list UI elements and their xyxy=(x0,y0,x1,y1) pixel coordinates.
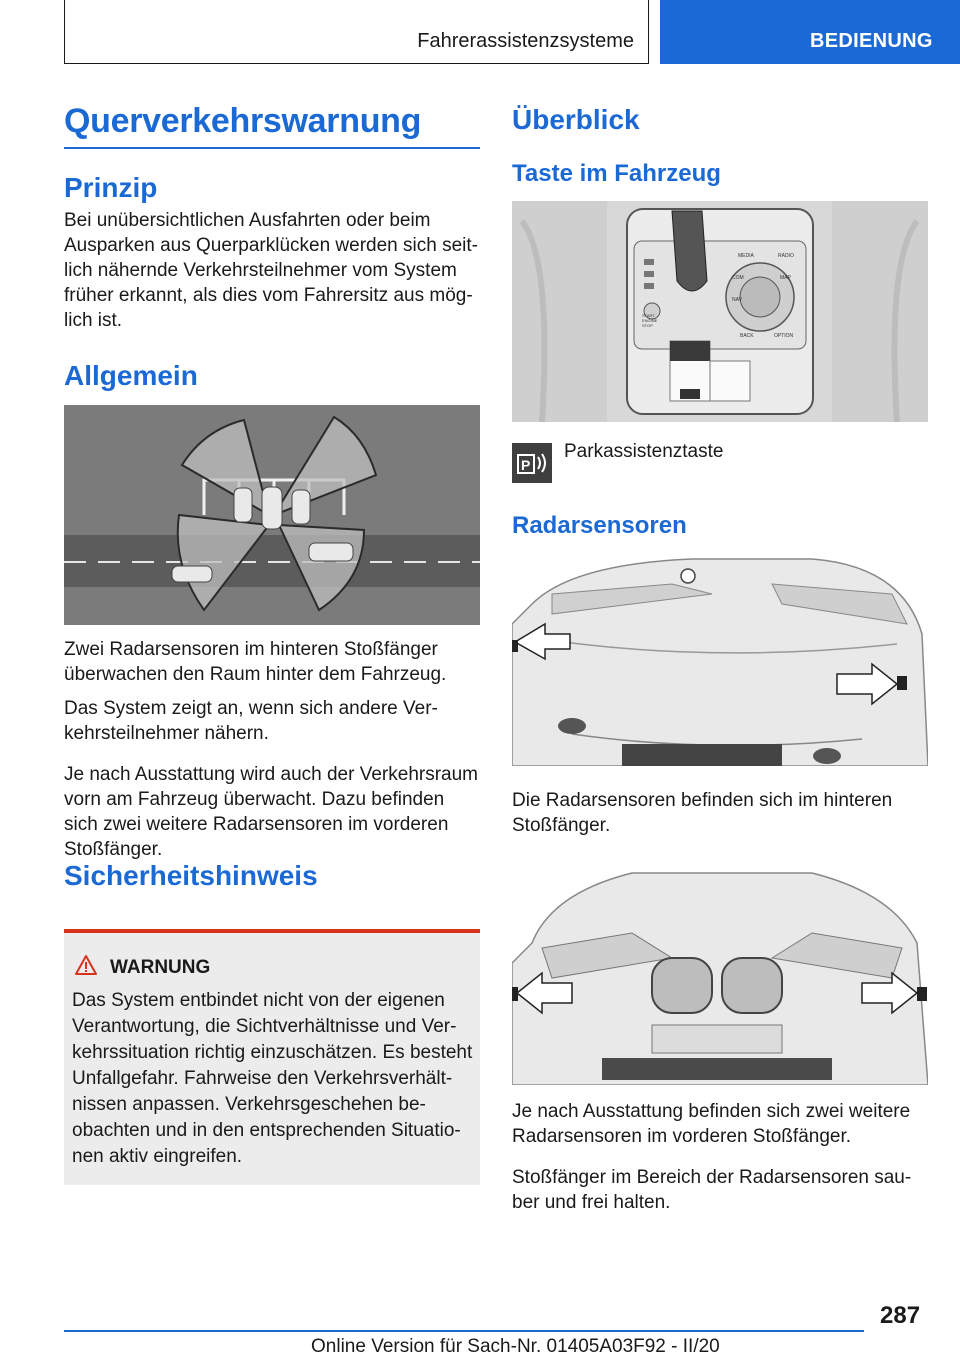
prinzip-text: Bei unübersichtlichen Ausfahrten oder beim Ausparken aus Querparklücken werden sich seitlich nähernde Verkehrsteilnehmer vom System früher erkannt, als dies vom Fahrersitz aus möglich ist. xyxy=(64,210,478,331)
warning-label: WARNUNG xyxy=(110,957,211,978)
heading-sicherheitshinweis: Sicherheitshinweis xyxy=(64,860,318,891)
header-tab-label: BEDIENUNG xyxy=(810,30,933,52)
header-section-title: Fahrerassistenzsysteme xyxy=(417,30,634,52)
radar-text-1: Die Radarsensoren befinden sich im hinteren Stoßfänger. xyxy=(512,790,893,836)
console-label-com: COM xyxy=(732,275,744,281)
console-label-radio: RADIO xyxy=(778,253,794,259)
console-label-back: BACK xyxy=(740,333,754,339)
page-number: 287 xyxy=(880,1302,921,1329)
console-label-nav: NAV xyxy=(732,297,742,303)
console-label-media: MEDIA xyxy=(738,253,754,259)
heading-allgemein: Allgemein xyxy=(64,360,198,391)
heading-ueberblick: Überblick xyxy=(512,104,640,135)
rear-bumper-illustration xyxy=(512,554,928,766)
radar-text-2: Je nach Ausstattung befinden sich zwei weitere Radarsensoren im vorderen Stoßfänger. xyxy=(512,1101,911,1147)
heading-prinzip: Prinzip xyxy=(64,172,158,203)
warning-triangle-icon xyxy=(74,954,98,976)
park-assist-caption: Parkassistenztaste xyxy=(564,441,724,462)
front-bumper-illustration xyxy=(512,863,928,1085)
allgemein-text-3: Je nach Ausstattung wird auch der Verkehrsraum vorn am Fahrzeug überwacht. Dazu befinden sich zwei weitere Radarsensoren im vorderen Stoßfänger. xyxy=(64,764,479,860)
console-illustration xyxy=(512,201,928,422)
title-rule xyxy=(64,147,480,149)
console-label-map: MAP xyxy=(780,275,791,281)
console-label-start-stop: START ENGINE STOP xyxy=(642,313,658,328)
cross-traffic-illustration xyxy=(64,405,480,625)
warning-text: Das System entbindet nicht von der eigenen Verantwortung, die Sichtverhältnisse und Verkehrssituation richtig einzuschätzen. Es besteht Unfallgefahr. Fahrweise den Verkehrsverhältnissen anpassen. Verkehrsgeschehen beobachten und in den entsprechenden Situationen aktiv eingreifen. xyxy=(72,990,473,1167)
console-label-option: OPTION xyxy=(774,333,794,339)
page-title: Querverkehrswarnung xyxy=(64,102,422,140)
allgemein-text-1: Zwei Radarsensoren im hinteren Stoßfänger überwachen den Raum hinter dem Fahrzeug. xyxy=(64,639,447,685)
heading-radarsensoren: Radarsensoren xyxy=(512,512,687,539)
header-section-box xyxy=(64,0,649,64)
heading-taste-im-fahrzeug: Taste im Fahrzeug xyxy=(512,160,721,187)
park-assist-icon xyxy=(512,443,552,483)
allgemein-text-2: Das System zeigt an, wenn sich andere Verkehrsteilnehmer nähern. xyxy=(64,698,438,744)
footer-rule xyxy=(64,1330,864,1332)
header-tab xyxy=(660,0,960,64)
svg-text:P: P xyxy=(521,457,531,473)
radar-text-3: Stoßfänger im Bereich der Radarsensoren sauber und frei halten. xyxy=(512,1167,912,1213)
footer-online-version: Online Version für Sach-Nr. 01405A03F92 - II/20 xyxy=(311,1336,720,1357)
